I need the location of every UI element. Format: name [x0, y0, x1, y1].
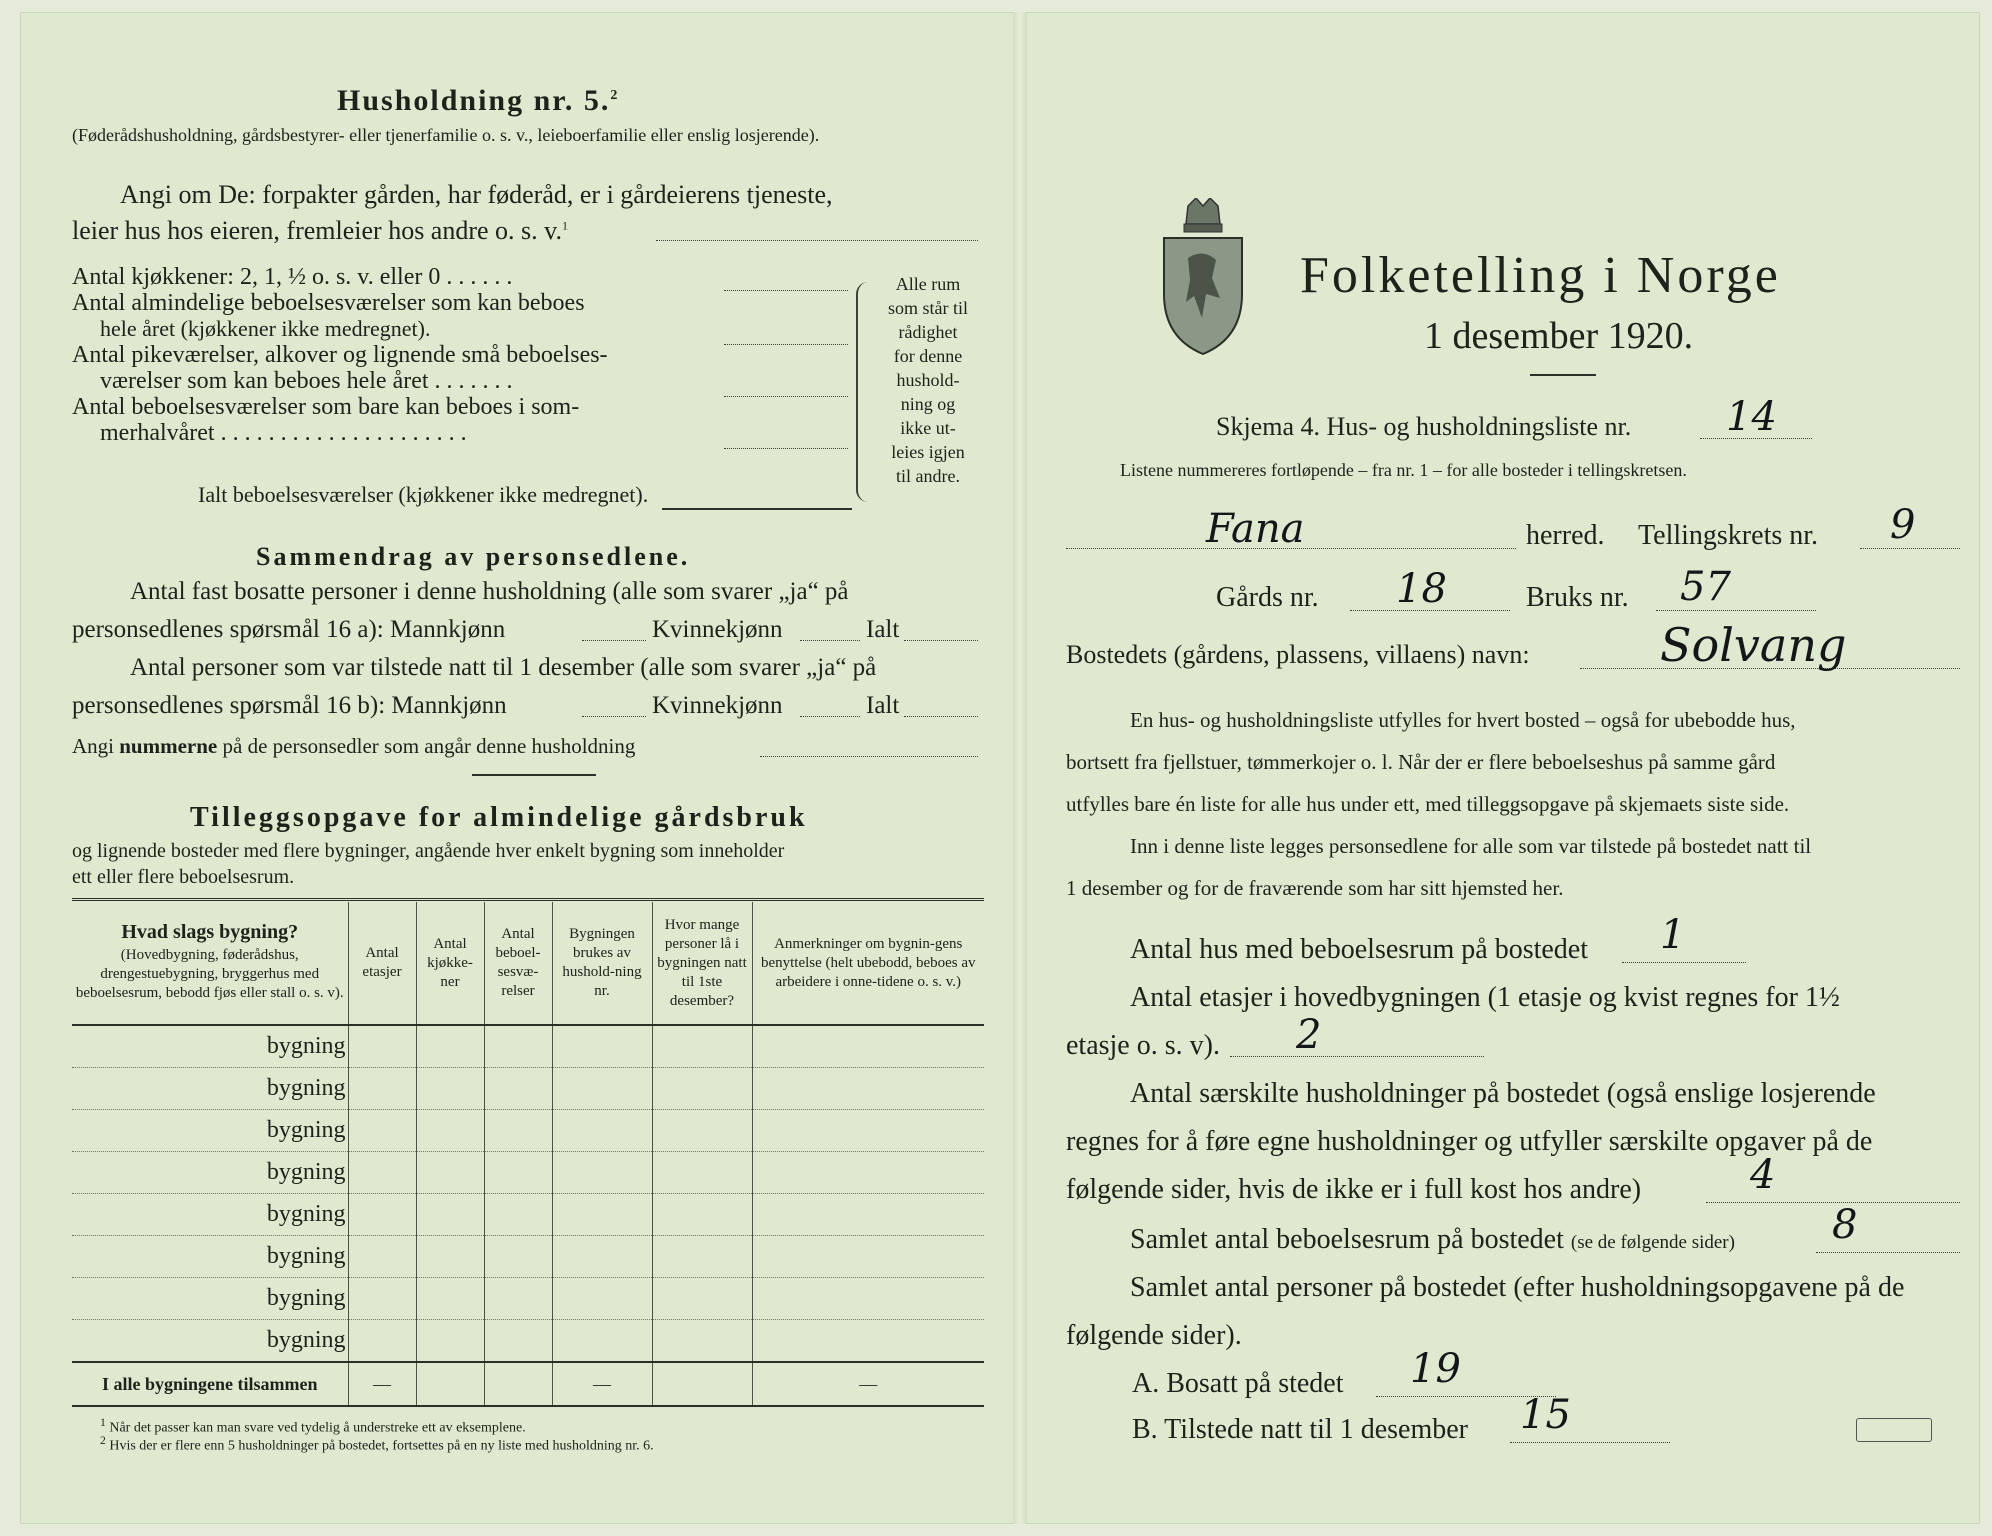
instr-line-1: bortsett fra fjellstuer, tømmerkojer o. l. Når der er flere beboelseshus på samme gård: [1066, 750, 1776, 774]
row-label: bygning: [72, 1152, 348, 1194]
brace-note-line: som står til: [888, 298, 968, 318]
cell: [484, 1278, 552, 1320]
summary-b-line-2: personsedlenes spørsmål 16 b): Mannkjønn: [72, 692, 507, 719]
rooms-line-3: Antal pikeværelser, alkover og lignende små beboelses-: [72, 342, 608, 368]
rooms-line-1: Antal almindelige beboelsesværelser som kan beboes: [72, 290, 585, 316]
census-title: Folketelling i Norge: [1300, 247, 1781, 304]
cell: [416, 1320, 484, 1363]
angi-nummer-bold: nummerne: [119, 734, 218, 758]
row-label: bygning: [72, 1236, 348, 1278]
saer-line-2: regnes for å føre egne husholdninger og utfyller særskilte opgaver på de: [1066, 1126, 1873, 1157]
bruks-label: Bruks nr.: [1526, 582, 1629, 613]
cell: [652, 1152, 752, 1194]
krets-label: Tellingskrets nr.: [1638, 520, 1819, 551]
bruks-field: [1656, 610, 1816, 611]
cell: [348, 1236, 416, 1278]
summary-a-line-1: Antal fast bosatte personer i denne husholdning (alle som svarer „ja“ på: [130, 578, 849, 605]
cell: [348, 1278, 416, 1320]
header-etasjer: Antal etasjer: [348, 902, 416, 1025]
krets-value: 9: [1890, 502, 1916, 548]
summary-title: Sammendrag av personsedlene.: [256, 542, 691, 571]
angi-answer-line: [656, 240, 978, 241]
pers-line-1: Samlet antal personer på bostedet (efter husholdningsopgavene på de: [1130, 1272, 1905, 1303]
rooms-line-0: Antal kjøkkener: 2, 1, ½ o. s. v. eller 0 . . . . . .: [72, 264, 513, 290]
etasjer-line-1: Antal etasjer i hovedbygningen (1 etasje og kvist regnes for 1½: [1130, 982, 1840, 1013]
household-title-sup: 2: [610, 88, 620, 103]
rum-label-small: (se de følgende sider): [1570, 1232, 1735, 1253]
angi-nummer-pre: Angi: [72, 734, 120, 758]
header-kjokkener: Antal kjøkke-ner: [416, 902, 484, 1025]
header-building-desc: (Hovedbygning, føderådshus, drengestuebygning, bryggerhus med beboelsesrum, bebodd fjøs eller stall o. s. v).: [75, 947, 344, 1001]
row-label: bygning: [72, 1068, 348, 1110]
cell: [652, 1194, 752, 1236]
cell: [552, 1110, 652, 1152]
separator-rule: [472, 774, 596, 776]
table-row: [72, 1110, 984, 1152]
cell: [552, 1320, 652, 1363]
census-form-sheet: [20, 12, 1980, 1524]
cell: [484, 1068, 552, 1110]
cell: [552, 1152, 652, 1194]
cell: [652, 1236, 752, 1278]
ialt-rooms: Ialt beboelsesværelser (kjøkkener ikke medregnet).: [198, 482, 649, 507]
angi-nummer: [72, 734, 635, 759]
sum-dash: —: [552, 1362, 652, 1406]
tilstede-field: [1510, 1442, 1670, 1443]
cell: [484, 1194, 552, 1236]
rooms-line-2: hele året (kjøkkener ikke medregnet).: [100, 316, 431, 341]
cell: [484, 1152, 552, 1194]
cell: [752, 1278, 984, 1320]
brace-note-line: hushold-: [896, 370, 960, 390]
gards-label: Gårds nr.: [1216, 582, 1319, 613]
summary-b-mann-field: [582, 716, 646, 717]
ialt-rooms-line: [662, 508, 852, 510]
row-label: bygning: [72, 1320, 348, 1363]
summary-b-ialt-field: [904, 716, 978, 717]
rum-label-text: Samlet antal beboelsesrum på bostedet: [1130, 1224, 1564, 1255]
brace-note-line: ning og: [900, 394, 956, 414]
cell: [416, 1278, 484, 1320]
tillegg-sub-2: ett eller flere beboelsesrum.: [72, 866, 295, 888]
cell: [348, 1152, 416, 1194]
cell: [348, 1068, 416, 1110]
tilstede-value: 15: [1520, 1392, 1571, 1438]
rooms-field-0: [724, 290, 848, 291]
cell: [552, 1278, 652, 1320]
cell: [484, 1362, 552, 1406]
table-row: [72, 1278, 984, 1320]
cell: [652, 1068, 752, 1110]
coat-of-arms-icon: [1158, 198, 1248, 356]
brace-note-line: leies igjen: [891, 442, 965, 462]
rooms-line-5: Antal beboelsesværelser som bare kan beboes i som-: [72, 394, 580, 420]
cell: [484, 1110, 552, 1152]
table-row: [72, 1320, 984, 1363]
cell: [416, 1110, 484, 1152]
cell: [552, 1025, 652, 1068]
cell: [652, 1025, 752, 1068]
cell: [416, 1152, 484, 1194]
hus-label: Antal hus med beboelsesrum på bostedet: [1130, 934, 1589, 965]
table-sum-row: [72, 1362, 984, 1406]
saer-line-1: Antal særskilte husholdninger på bostedet (også enslige losjerende: [1130, 1078, 1876, 1109]
table-row: [72, 1236, 984, 1278]
angi-line-2: [72, 216, 568, 246]
instr-line-3: Inn i denne liste legges personsedlene for alle som var tilstede på bostedet natt til: [1130, 834, 1812, 858]
instr-line-0: En hus- og husholdningsliste utfylles for hvert bosted – også for ubebodde hus,: [1130, 708, 1796, 732]
angi-sup: 1: [561, 218, 568, 233]
table-row: [72, 1152, 984, 1194]
cell: [752, 1025, 984, 1068]
instr-line-4: 1 desember og for de fraværende som har sitt hjemsted her.: [1066, 876, 1564, 900]
footnote-1: $^1$ Når det passer kan man svare ved tydelig å understreke ett av eksemplene.: [100, 1416, 526, 1436]
brace-note-line: rådighet: [898, 322, 958, 342]
cell: [484, 1236, 552, 1278]
listene-note: Listene nummereres fortløpende – fra nr. 1 – for alle bosteder i tellingskretsen.: [1120, 460, 1687, 480]
cell: [752, 1110, 984, 1152]
summary-a-line-2: personsedlenes spørsmål 16 a): Mannkjønn: [72, 616, 506, 643]
brace-note: [878, 272, 978, 488]
census-date: 1 desember 1920.: [1424, 315, 1694, 357]
summary-b-kvinne-field: [800, 716, 860, 717]
row-label: bygning: [72, 1025, 348, 1068]
angi-nummer-field: [760, 756, 978, 757]
header-personer: Hvor mange personer lå i bygningen natt til 1ste desember?: [652, 902, 752, 1025]
header-vaerelser: Antal beboel-sesvæ-relser: [484, 902, 552, 1025]
row-label: bygning: [72, 1278, 348, 1320]
cell: [652, 1110, 752, 1152]
cell: [752, 1152, 984, 1194]
bosted-value: Solvang: [1660, 618, 1847, 672]
brace-note-line: til andre.: [896, 466, 960, 486]
rooms-line-4: værelser som kan beboes hele året . . . . . . .: [100, 368, 513, 394]
rum-field: [1816, 1252, 1960, 1253]
cell: [552, 1194, 652, 1236]
footnote-2-text: Hvis der er flere enn 5 husholdninger på bostedet, fortsettes på en ny liste med husholdning nr. 6.: [109, 1438, 654, 1454]
cell: [552, 1068, 652, 1110]
krets-field: [1860, 548, 1960, 549]
etasjer-line-2: etasje o. s. v).: [1066, 1030, 1220, 1061]
angi-line-2-text: leier hus hos eieren, fremleier hos andre o. s. v.: [72, 216, 562, 245]
cell: [652, 1362, 752, 1406]
table-header-row: [72, 902, 984, 1025]
etasjer-value: 2: [1296, 1012, 1322, 1058]
cell: [484, 1320, 552, 1363]
brace-note-line: Alle rum: [895, 274, 961, 294]
rooms-field-3: [724, 448, 848, 449]
page-fold: [1013, 12, 1027, 1524]
tillegg-sub-1: og lignende bosteder med flere bygninger, angående hver enkelt bygning som inneholder: [72, 840, 785, 862]
sum-dash: —: [348, 1362, 416, 1406]
cell: [348, 1320, 416, 1363]
tillegg-title: Tilleggsopgave for almindelige gårdsbruk: [190, 802, 808, 833]
brace-note-line: ikke ut-: [900, 418, 956, 438]
header-anmerkninger: Anmerkninger om bygnin-gens benyttelse (helt ubebodd, beboes av arbeidere i onne-tidene o. s. v.): [752, 902, 984, 1025]
bosted-label: Bostedets (gårdens, plassens, villaens) navn:: [1066, 640, 1530, 669]
angi-nummer-post: på de personsedler som angår denne husholdning: [217, 734, 636, 758]
hus-value: 1: [1660, 912, 1686, 958]
cell: [348, 1194, 416, 1236]
gards-value: 18: [1396, 566, 1447, 612]
cell: [652, 1320, 752, 1363]
cell: [752, 1236, 984, 1278]
cell: [752, 1320, 984, 1363]
summary-a-kvinne-field: [800, 640, 860, 641]
rooms-field-2: [724, 396, 848, 397]
skjema-value: 14: [1726, 394, 1777, 440]
row-label: bygning: [72, 1194, 348, 1236]
header-building-title: Hvad slags bygning?: [121, 921, 299, 943]
summary-a-ialt-field: [904, 640, 978, 641]
rooms-field-1: [724, 344, 848, 345]
herred-value: Fana: [1206, 506, 1305, 552]
cell: [552, 1236, 652, 1278]
summary-a-kvinne: Kvinnekjønn: [652, 616, 783, 643]
summary-a-mann-field: [582, 640, 646, 641]
instr-line-2: utfylles bare én liste for alle hus under ett, med tilleggsopgave på skjemaets siste side.: [1066, 792, 1790, 816]
cell: [752, 1194, 984, 1236]
summary-b-ialt: Ialt: [866, 692, 900, 719]
cell: [416, 1025, 484, 1068]
cell: [752, 1068, 984, 1110]
rooms-brace: [856, 282, 872, 502]
skjema-label: Skjema 4. Hus- og husholdningsliste nr.: [1216, 412, 1632, 441]
household-title-text: Husholdning nr. 5.: [337, 84, 611, 117]
saer-line-3: følgende sider, hvis de ikke er i full kost hos andre): [1066, 1174, 1642, 1205]
footnote-1-text: Når det passer kan man svare ved tydelig å understreke ett av eksemplene.: [109, 1420, 526, 1436]
cell: [416, 1236, 484, 1278]
summary-b-kvinne: Kvinnekjønn: [652, 692, 783, 719]
angi-line-1: Angi om De: forpakter gården, har føderåd, er i gårdeierens tjeneste,: [120, 180, 833, 209]
title-rule: [1530, 374, 1596, 376]
bosatt-value: 19: [1410, 1346, 1461, 1392]
pers-line-2: følgende sider).: [1066, 1320, 1242, 1351]
household-subtitle: (Føderådshusholdning, gårdsbestyrer- eller tjenerfamilie o. s. v., leieboerfamilie eller enslig losjerende).: [72, 125, 820, 145]
cell: [348, 1025, 416, 1068]
header-building: [72, 902, 348, 1025]
hus-field: [1622, 962, 1746, 963]
table-top-rule: [72, 898, 984, 901]
brace-note-line: for denne: [893, 346, 963, 366]
table-row: [72, 1068, 984, 1110]
building-table: [72, 902, 984, 1407]
saer-value: 4: [1750, 1152, 1776, 1198]
cell: [416, 1068, 484, 1110]
footnote-2: $^2$ Hvis der er flere enn 5 husholdninger på bostedet, fortsettes på en ny liste med husholdning nr. 6.: [100, 1434, 654, 1454]
summary-b-line-1: Antal personer som var tilstede natt til 1 desember (alle som svarer „ja“ på: [130, 654, 877, 681]
sum-dash: —: [752, 1362, 984, 1406]
summary-a-ialt: Ialt: [866, 616, 900, 643]
bosatt-label: A. Bosatt på stedet: [1132, 1368, 1344, 1399]
cell: [416, 1362, 484, 1406]
rooms-line-6: merhalvåret . . . . . . . . . . . . . . . . . . . . .: [100, 420, 467, 446]
tilstede-label: B. Tilstede natt til 1 desember: [1132, 1414, 1468, 1445]
rum-label: [1130, 1224, 1735, 1256]
table-row: [72, 1025, 984, 1068]
header-husholdning: Bygningen brukes av hushold-ning nr.: [552, 902, 652, 1025]
rum-value: 8: [1832, 1202, 1858, 1248]
table-row: [72, 1194, 984, 1236]
cell: [348, 1110, 416, 1152]
row-label: bygning: [72, 1110, 348, 1152]
household-title: [337, 84, 619, 118]
etasjer-field: [1230, 1056, 1484, 1057]
sum-label: I alle bygningene tilsammen: [72, 1362, 348, 1406]
printer-stamp: [1856, 1418, 1932, 1442]
cell: [652, 1278, 752, 1320]
bruks-value: 57: [1680, 564, 1731, 610]
cell: [416, 1194, 484, 1236]
herred-label: herred.: [1526, 520, 1605, 551]
cell: [484, 1025, 552, 1068]
